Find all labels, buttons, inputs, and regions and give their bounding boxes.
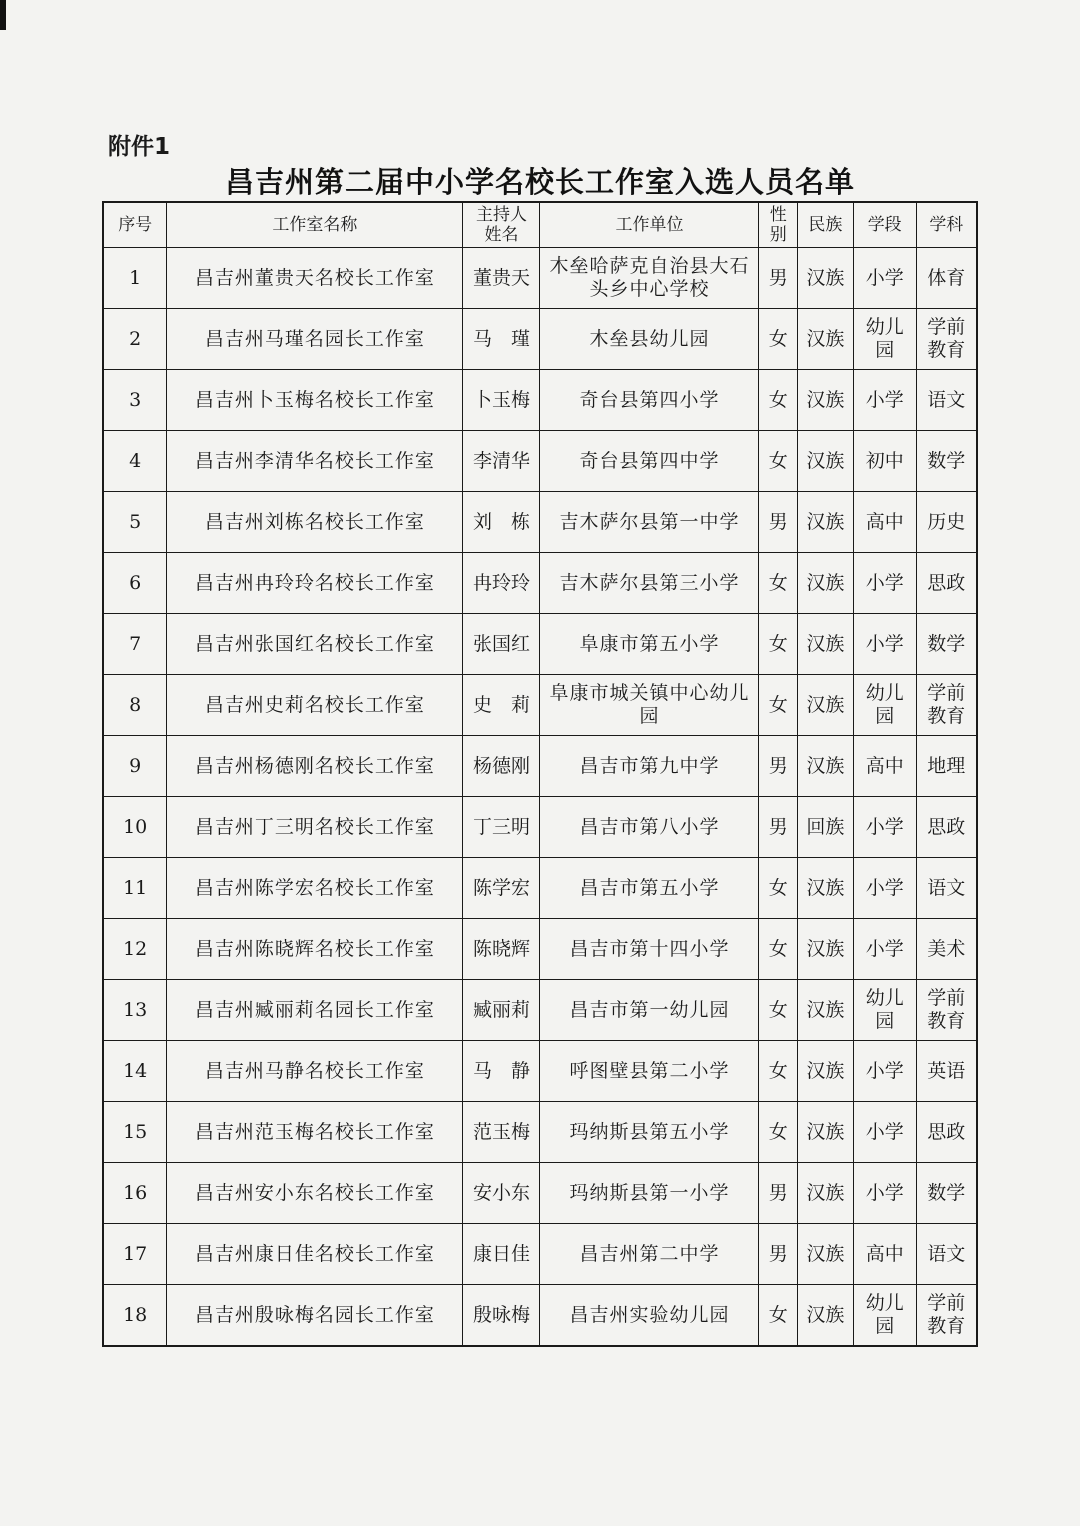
header-host-line1: 主持人 (475, 205, 527, 225)
cell-ethnicity: 汉族 (798, 980, 854, 1041)
table-row (103, 1224, 977, 1285)
cell-gender: 男 (759, 1224, 798, 1285)
cell-studio-name: 昌吉州马瑾名园长工作室 (167, 309, 463, 370)
roster-table (102, 201, 978, 1347)
cell-school-level: 小学 (853, 858, 916, 919)
cell-studio-name: 昌吉州范玉梅名校长工作室 (167, 1102, 463, 1163)
cell-gender: 女 (759, 858, 798, 919)
cell-ethnicity: 汉族 (798, 1102, 854, 1163)
cell-gender: 女 (759, 1285, 798, 1347)
header-ethnicity: 民族 (798, 202, 854, 248)
cell-school-level: 幼儿 园 (853, 980, 916, 1041)
cell-work-unit: 昌吉市第一幼儿园 (540, 980, 759, 1041)
cell-ethnicity: 汉族 (798, 1041, 854, 1102)
cell-gender: 女 (759, 370, 798, 431)
cell-no: 14 (103, 1041, 167, 1102)
cell-studio-name: 昌吉州康日佳名校长工作室 (167, 1224, 463, 1285)
table-row (103, 858, 977, 919)
cell-gender: 女 (759, 919, 798, 980)
cell-school-level: 小学 (853, 553, 916, 614)
header-gender: 性别 (759, 202, 798, 248)
cell-subject: 思政 (916, 1102, 977, 1163)
cell-work-unit: 玛纳斯县第一小学 (540, 1163, 759, 1224)
cell-work-unit: 阜康市第五小学 (540, 614, 759, 675)
cell-subject: 思政 (916, 553, 977, 614)
cell-host-name: 康日佳 (463, 1224, 540, 1285)
table-row (103, 736, 977, 797)
scan-edge-mark (0, 0, 6, 30)
cell-work-unit: 昌吉市第五小学 (540, 858, 759, 919)
cell-school-level: 小学 (853, 1163, 916, 1224)
cell-subject: 学前 教育 (916, 980, 977, 1041)
cell-host-name: 马 静 (463, 1041, 540, 1102)
cell-subject: 语文 (916, 858, 977, 919)
cell-subject: 地理 (916, 736, 977, 797)
cell-no: 16 (103, 1163, 167, 1224)
header-studio: 工作室名称 (167, 202, 463, 248)
cell-gender: 女 (759, 553, 798, 614)
cell-work-unit: 昌吉市第九中学 (540, 736, 759, 797)
cell-gender: 男 (759, 248, 798, 309)
cell-subject: 学前 教育 (916, 675, 977, 736)
cell-no: 8 (103, 675, 167, 736)
table-row (103, 553, 977, 614)
cell-gender: 男 (759, 736, 798, 797)
cell-host-name: 丁三明 (463, 797, 540, 858)
cell-host-name: 陈晓辉 (463, 919, 540, 980)
header-no: 序号 (103, 202, 167, 248)
cell-ethnicity: 汉族 (798, 1224, 854, 1285)
cell-school-level: 高中 (853, 736, 916, 797)
cell-studio-name: 昌吉州陈学宏名校长工作室 (167, 858, 463, 919)
cell-subject: 历史 (916, 492, 977, 553)
cell-host-name: 冉玲玲 (463, 553, 540, 614)
cell-host-name: 臧丽莉 (463, 980, 540, 1041)
document-title: 昌吉州第二届中小学名校长工作室入选人员名单 (224, 165, 855, 199)
cell-work-unit: 吉木萨尔县第三小学 (540, 553, 759, 614)
cell-no: 1 (103, 248, 167, 309)
cell-studio-name: 昌吉州臧丽莉名园长工作室 (167, 980, 463, 1041)
cell-work-unit: 昌吉市第八小学 (540, 797, 759, 858)
table-header-row (103, 202, 977, 248)
table-row (103, 614, 977, 675)
cell-studio-name: 昌吉州冉玲玲名校长工作室 (167, 553, 463, 614)
cell-ethnicity: 汉族 (798, 553, 854, 614)
cell-gender: 男 (759, 1163, 798, 1224)
cell-subject: 数学 (916, 1163, 977, 1224)
cell-subject: 数学 (916, 614, 977, 675)
cell-no: 12 (103, 919, 167, 980)
header-subject: 学科 (916, 202, 977, 248)
cell-ethnicity: 汉族 (798, 370, 854, 431)
cell-subject: 语文 (916, 370, 977, 431)
annex-label: 附件1 (108, 134, 171, 160)
cell-studio-name: 昌吉州殷咏梅名园长工作室 (167, 1285, 463, 1347)
cell-subject: 数学 (916, 431, 977, 492)
table-row (103, 980, 977, 1041)
cell-ethnicity: 汉族 (798, 1285, 854, 1347)
cell-school-level: 高中 (853, 1224, 916, 1285)
cell-host-name: 董贵天 (463, 248, 540, 309)
cell-school-level: 高中 (853, 492, 916, 553)
cell-school-level: 幼儿 园 (853, 309, 916, 370)
cell-subject: 语文 (916, 1224, 977, 1285)
cell-gender: 女 (759, 431, 798, 492)
header-unit: 工作单位 (540, 202, 759, 248)
cell-studio-name: 昌吉州李清华名校长工作室 (167, 431, 463, 492)
cell-ethnicity: 汉族 (798, 858, 854, 919)
cell-no: 7 (103, 614, 167, 675)
cell-studio-name: 昌吉州陈晓辉名校长工作室 (167, 919, 463, 980)
cell-school-level: 小学 (853, 614, 916, 675)
cell-studio-name: 昌吉州卜玉梅名校长工作室 (167, 370, 463, 431)
cell-work-unit: 奇台县第四中学 (540, 431, 759, 492)
cell-no: 5 (103, 492, 167, 553)
cell-school-level: 幼儿 园 (853, 1285, 916, 1347)
cell-studio-name: 昌吉州刘栋名校长工作室 (167, 492, 463, 553)
cell-host-name: 范玉梅 (463, 1102, 540, 1163)
table-row (103, 248, 977, 309)
cell-work-unit: 呼图壁县第二小学 (540, 1041, 759, 1102)
table-row (103, 1102, 977, 1163)
cell-gender: 女 (759, 675, 798, 736)
cell-gender: 女 (759, 1041, 798, 1102)
cell-work-unit: 昌吉市第十四小学 (540, 919, 759, 980)
cell-no: 13 (103, 980, 167, 1041)
cell-school-level: 小学 (853, 248, 916, 309)
cell-studio-name: 昌吉州安小东名校长工作室 (167, 1163, 463, 1224)
cell-host-name: 殷咏梅 (463, 1285, 540, 1347)
cell-subject: 体育 (916, 248, 977, 309)
cell-gender: 女 (759, 309, 798, 370)
table-row (103, 1285, 977, 1347)
cell-work-unit: 吉木萨尔县第一中学 (540, 492, 759, 553)
cell-no: 2 (103, 309, 167, 370)
cell-ethnicity: 汉族 (798, 431, 854, 492)
cell-no: 18 (103, 1285, 167, 1347)
cell-host-name: 陈学宏 (463, 858, 540, 919)
cell-work-unit: 奇台县第四小学 (540, 370, 759, 431)
table-row (103, 1041, 977, 1102)
table-row (103, 675, 977, 736)
cell-ethnicity: 汉族 (798, 248, 854, 309)
cell-host-name: 杨德刚 (463, 736, 540, 797)
cell-host-name: 马 瑾 (463, 309, 540, 370)
header-host (463, 202, 540, 248)
cell-no: 15 (103, 1102, 167, 1163)
cell-studio-name: 昌吉州史莉名校长工作室 (167, 675, 463, 736)
cell-no: 17 (103, 1224, 167, 1285)
cell-subject: 英语 (916, 1041, 977, 1102)
cell-school-level: 小学 (853, 919, 916, 980)
cell-work-unit: 阜康市城关镇中心幼儿园 (540, 675, 759, 736)
table-row (103, 797, 977, 858)
cell-host-name: 卜玉梅 (463, 370, 540, 431)
cell-host-name: 李清华 (463, 431, 540, 492)
cell-school-level: 幼儿 园 (853, 675, 916, 736)
cell-ethnicity: 汉族 (798, 309, 854, 370)
cell-ethnicity: 汉族 (798, 614, 854, 675)
cell-work-unit: 木垒哈萨克自治县大石头乡中心学校 (540, 248, 759, 309)
table-row (103, 492, 977, 553)
cell-subject: 学前 教育 (916, 1285, 977, 1347)
header-level: 学段 (853, 202, 916, 248)
table-row (103, 919, 977, 980)
cell-no: 6 (103, 553, 167, 614)
cell-host-name: 刘 栋 (463, 492, 540, 553)
cell-no: 11 (103, 858, 167, 919)
cell-gender: 男 (759, 797, 798, 858)
cell-studio-name: 昌吉州丁三明名校长工作室 (167, 797, 463, 858)
cell-ethnicity: 汉族 (798, 736, 854, 797)
cell-no: 3 (103, 370, 167, 431)
header-host-line2: 姓名 (484, 225, 519, 245)
cell-ethnicity: 汉族 (798, 492, 854, 553)
table-row (103, 309, 977, 370)
cell-school-level: 小学 (853, 797, 916, 858)
cell-no: 4 (103, 431, 167, 492)
cell-ethnicity: 回族 (798, 797, 854, 858)
cell-school-level: 初中 (853, 431, 916, 492)
cell-subject: 美术 (916, 919, 977, 980)
table-row (103, 431, 977, 492)
cell-host-name: 张国红 (463, 614, 540, 675)
table-row (103, 370, 977, 431)
cell-school-level: 小学 (853, 1041, 916, 1102)
cell-work-unit: 昌吉州实验幼儿园 (540, 1285, 759, 1347)
cell-no: 10 (103, 797, 167, 858)
cell-gender: 女 (759, 614, 798, 675)
cell-gender: 男 (759, 492, 798, 553)
cell-host-name: 安小东 (463, 1163, 540, 1224)
cell-host-name: 史 莉 (463, 675, 540, 736)
cell-school-level: 小学 (853, 1102, 916, 1163)
table-row (103, 1163, 977, 1224)
cell-school-level: 小学 (853, 370, 916, 431)
cell-studio-name: 昌吉州马静名校长工作室 (167, 1041, 463, 1102)
cell-work-unit: 昌吉州第二中学 (540, 1224, 759, 1285)
cell-studio-name: 昌吉州杨德刚名校长工作室 (167, 736, 463, 797)
cell-ethnicity: 汉族 (798, 675, 854, 736)
cell-ethnicity: 汉族 (798, 919, 854, 980)
cell-work-unit: 木垒县幼儿园 (540, 309, 759, 370)
cell-studio-name: 昌吉州董贵天名校长工作室 (167, 248, 463, 309)
cell-gender: 女 (759, 1102, 798, 1163)
roster-body (103, 248, 977, 1347)
cell-work-unit: 玛纳斯县第五小学 (540, 1102, 759, 1163)
cell-studio-name: 昌吉州张国红名校长工作室 (167, 614, 463, 675)
cell-subject: 学前 教育 (916, 309, 977, 370)
cell-gender: 女 (759, 980, 798, 1041)
cell-no: 9 (103, 736, 167, 797)
cell-ethnicity: 汉族 (798, 1163, 854, 1224)
cell-subject: 思政 (916, 797, 977, 858)
